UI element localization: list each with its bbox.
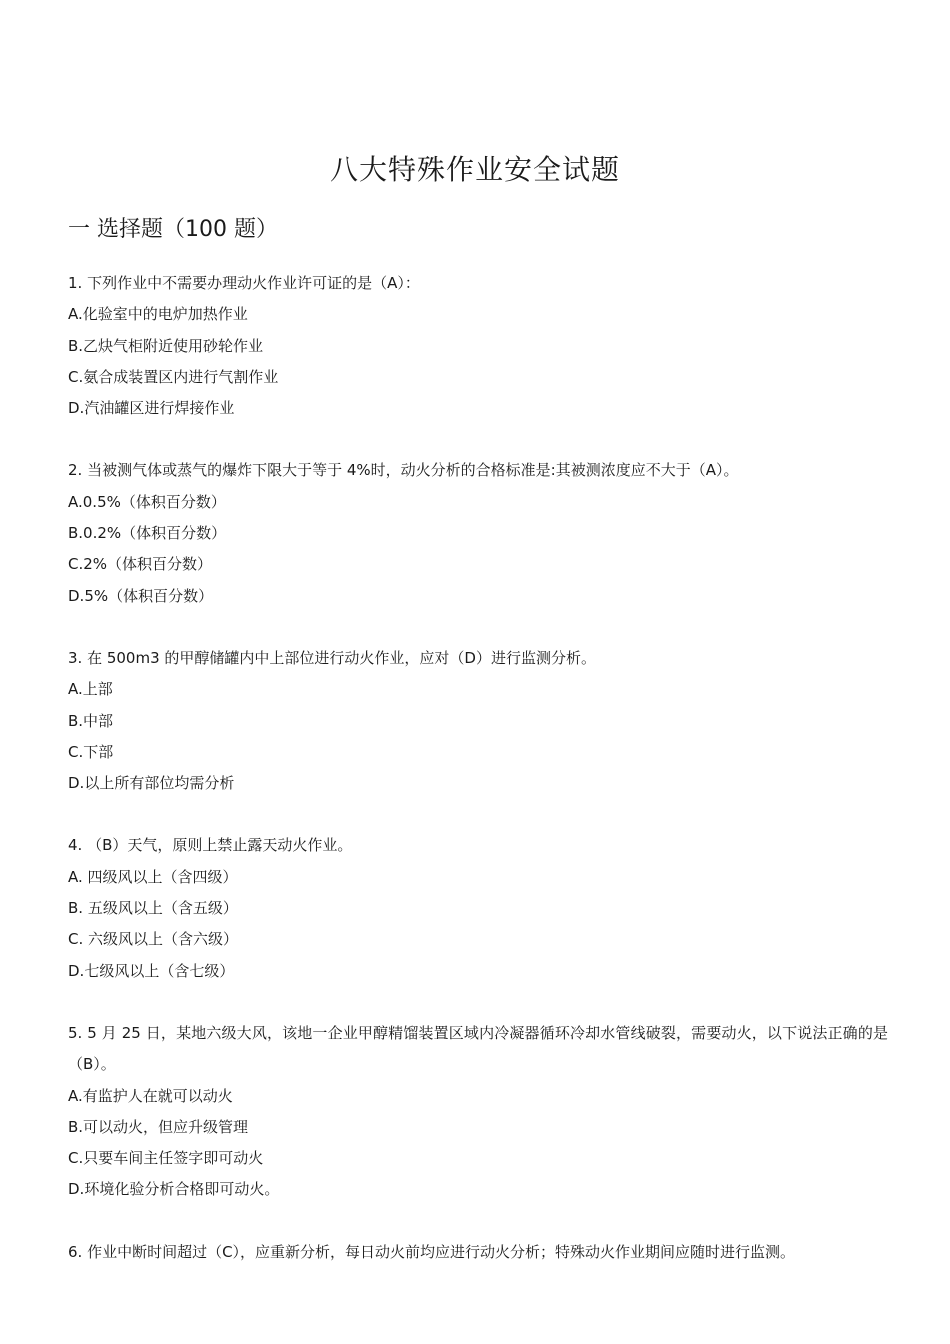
answer-option: B.乙炔气柜附近使用砂轮作业 bbox=[68, 336, 264, 355]
answer-option: C.只要车间主任签字即可动火 bbox=[68, 1149, 264, 1168]
question-item bbox=[68, 1018, 888, 1206]
question-item bbox=[68, 1237, 888, 1268]
question-text: 3. 在 500m3 的甲醇储罐内中上部位进行动火作业，应对（D）进行监测分析。 bbox=[68, 648, 596, 667]
answer-option: D.5%（体积百分数） bbox=[68, 586, 214, 605]
answer-option: A.有监护人在就可以动火 bbox=[68, 1086, 233, 1105]
answer-option: B. 五级风以上（含五级） bbox=[68, 899, 238, 918]
answer-option: A.0.5%（体积百分数） bbox=[68, 492, 226, 511]
question-item bbox=[68, 643, 888, 799]
document-title: 八大特殊作业安全试题 bbox=[329, 153, 620, 186]
question-text: 6. 作业中断时间超过（C），应重新分析，每日动火前均应进行动火分析；特殊动火作业期间应随时进行监测。 bbox=[68, 1242, 796, 1261]
question-text: 2. 当被测气体或蒸气的爆炸下限大于等于 4%时，动火分析的合格标准是:其被测浓度应不大于（A）。 bbox=[68, 461, 739, 480]
answer-option: D.汽油罐区进行焊接作业 bbox=[68, 399, 235, 418]
question-item bbox=[68, 455, 888, 611]
answer-option: C. 六级风以上（含六级） bbox=[68, 930, 239, 949]
question-text: 5. 5 月 25 日，某地六级大风，该地一企业甲醇精馏装置区域内冷凝器循环冷却水管线破裂，需要动火，以下说法正确的是（B）。 bbox=[68, 1023, 888, 1074]
question-item bbox=[68, 268, 888, 424]
answer-option: A.上部 bbox=[68, 680, 113, 699]
answer-option: B.可以动火，但应升级管理 bbox=[68, 1117, 249, 1136]
answer-option: A.化验室中的电炉加热作业 bbox=[68, 305, 248, 324]
answer-option: D.以上所有部位均需分析 bbox=[68, 774, 235, 793]
answer-option: C.氨合成装置区内进行气割作业 bbox=[68, 367, 279, 386]
answer-option: A. 四级风以上（含四级） bbox=[68, 867, 238, 886]
question-item bbox=[68, 830, 888, 986]
answer-option: B.0.2%（体积百分数） bbox=[68, 524, 227, 543]
question-list bbox=[68, 268, 888, 1299]
question-text: 4. （B）天气，原则上禁止露天动火作业。 bbox=[68, 836, 353, 855]
answer-option: C.2%（体积百分数） bbox=[68, 555, 213, 574]
question-text: 1. 下列作业中不需要办理动火作业许可证的是（A）： bbox=[68, 274, 420, 292]
answer-option: D.环境化验分析合格即可动火。 bbox=[68, 1180, 280, 1199]
answer-option: C.下部 bbox=[68, 742, 114, 761]
section-heading: 一 选择题（100 题） bbox=[68, 217, 278, 242]
answer-option: D.七级风以上（含七级） bbox=[68, 961, 235, 980]
answer-option: B.中部 bbox=[68, 711, 114, 730]
